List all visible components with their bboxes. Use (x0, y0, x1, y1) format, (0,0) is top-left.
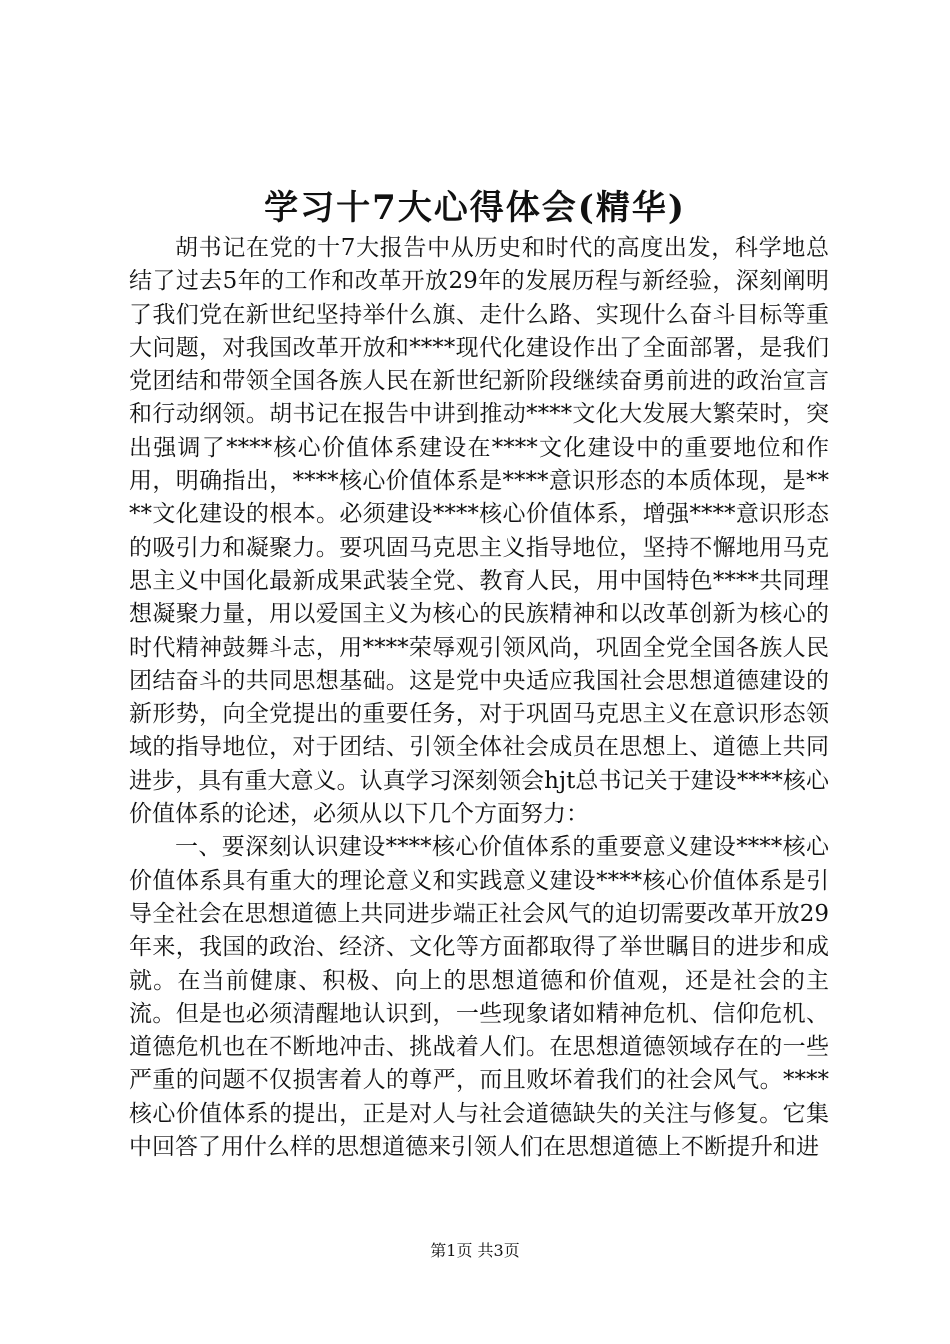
document-body (129, 232, 829, 1164)
paragraph-section-one: 一、要深刻认识建设****核心价值体系的重要意义建设****核心价值体系具有重大的理论意义和实践意义建设****核心价值体系是引导全社会在思想道德上共同进步端正社会风气的迫切需要改革开放29年来，我国的政治、经济、文化等方面都取得了举世瞩目的进步和成就。在当前健康、积极、向上的思想道德和价值观，还是社会的主流。但是也必须清醒地认识到，一些现象诸如精神危机、信仰危机、道德危机也在不断地冲击、挑战着人们。在思想道德领域存在的一些严重的问题不仅损害着人的尊严，而且败坏着我们的社会风气。****核心价值体系的提出，正是对人与社会道德缺失的关注与修复。它集中回答了用什么样的思想道德来引领人们在思想道德上不断提升和进 (129, 834, 829, 1161)
page-number: 第1页 共3页 (430, 1241, 520, 1260)
paragraph-intro: 胡书记在党的十7大报告中从历史和时代的高度出发，科学地总结了过去5年的工作和改革开放29年的发展历程与新经验，深刻阐明了我们党在新世纪坚持举什么旗、走什么路、实现什么奋斗目标等重大问题，对我国改革开放和****现代化建设作出了全面部署，是我们党团结和带领全国各族人民在新世纪新阶段继续奋勇前进的政治宣言和行动纲领。胡书记在报告中讲到推动****文化大发展大繁荣时，突出强调了****核心价值体系建设在****文化建设中的重要地位和作用，明确指出，****核心价值体系是****意识形态的本质体现，是****文化建设的根本。必须建设****核心价值体系，增强****意识形态的吸引力和凝聚力。要巩固马克思主义指导地位，坚持不懈地用马克思主义中国化最新成果武装全党、教育人民，用中国特色****共同理想凝聚力量，用以爱国主义为核心的民族精神和以改革创新为核心的时代精神鼓舞斗志，用****荣辱观引领风尚，巩固全党全国各族人民团结奋斗的共同思想基础。这是党中央适应我国社会思想道德建设的新形势，向全党提出的重要任务，对于巩固马克思主义在意识形态领域的指导地位，对于团结、引领全体社会成员在思想上、道德上共同进步，具有重大意义。认真学习深刻领会hjt总书记关于建设****核心价值体系的论述，必须从以下几个方面努力： (129, 235, 829, 828)
document-title: 学习十7大心得体会(精华) (264, 188, 686, 228)
